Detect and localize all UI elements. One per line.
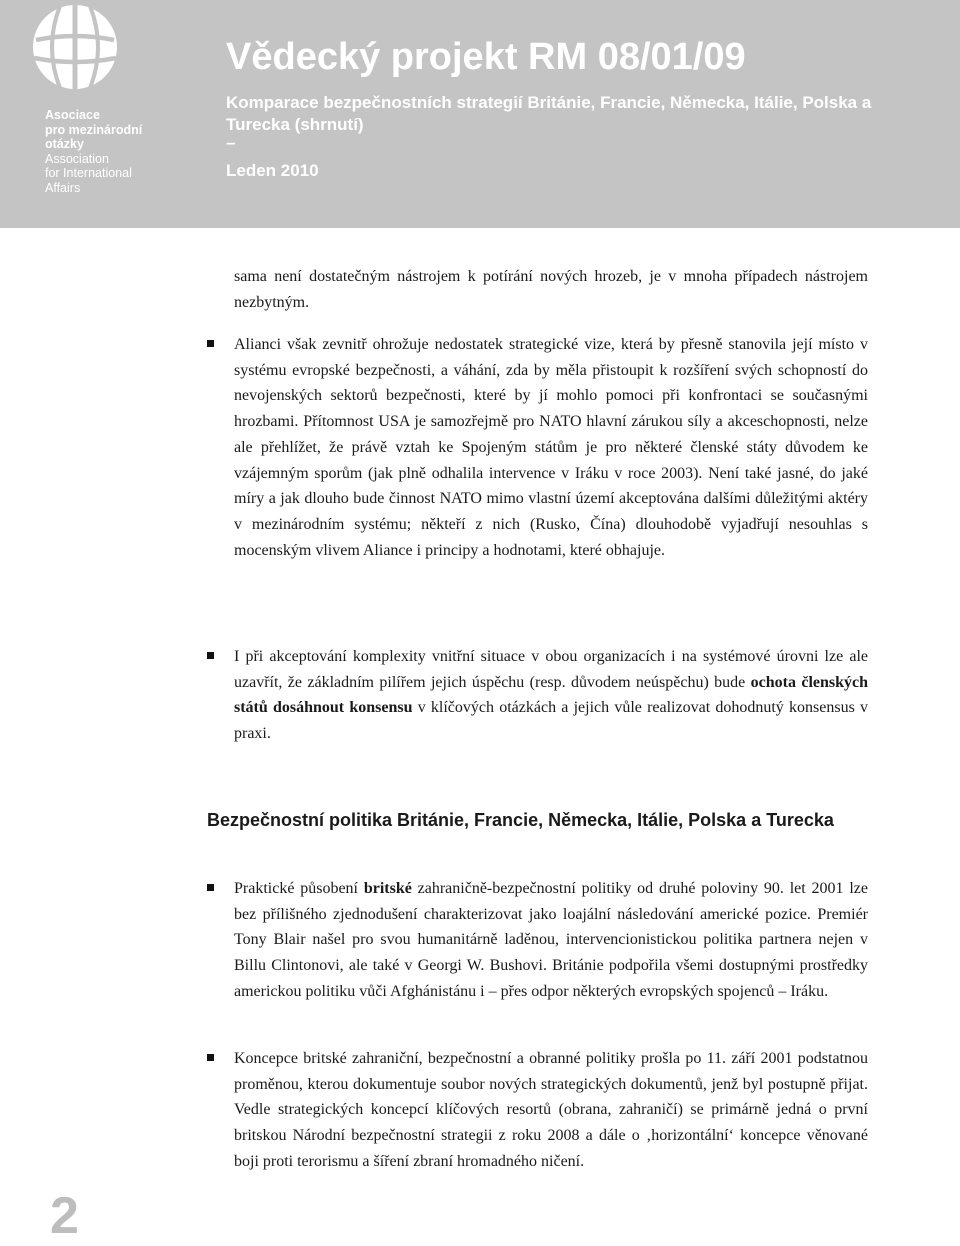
text-run: I při akceptování komplexity vnitřní situace v obou organizacích i na systémové úrovni lze ale uzavřít, že základním pilířem jejich úspěchu (resp. důvodem neúspěchu) bude — [234, 648, 868, 691]
bullet-icon — [207, 1054, 214, 1061]
publication-date: Leden 2010 — [226, 161, 319, 180]
paragraph-britain — [234, 876, 868, 1005]
emphasis-text: ochota členských států dosáhnout konsensu — [234, 673, 869, 717]
paragraph-strategy: Koncepce britské zahraniční, bezpečnostní a obranné politiky prošla po 11. září 2001 podstatnou proměnou, kterou dokumentuje soubor nových strategických dokumentů, jenž byl postupně přijat. Vedle strategických koncepcí klíčových resortů (obrana, zahraničí) se primárně jedná o první britskou Národní bezpečnostní strategii z roku 2008 a dále o ‚horizontální‘ koncepce věnované boji proti terorismu a šíření zbraní hromadného ničení. — [234, 1050, 868, 1170]
paragraph-continuation: sama není dostatečným nástrojem k potírání nových hrozeb, je v mnoha případech nástrojem nezbytným. — [234, 268, 868, 311]
section-heading: Bezpečnostní politika Británie, Francie, Německa, Itálie, Polska a Turecka — [207, 810, 834, 830]
org-line: Asociace — [45, 108, 100, 122]
org-line: pro mezinárodní — [45, 122, 143, 137]
org-line: otázky — [45, 137, 84, 151]
org-line: Affairs — [45, 180, 81, 195]
project-subtitle: Komparace bezpečnostních strategií Británie, Francie, Německa, Itálie, Polska a Turecka (shrnutí) — [226, 93, 872, 134]
org-line: for International — [45, 166, 132, 180]
project-title: Vědecký projekt RM 08/01/09 — [226, 36, 746, 78]
emphasis-text: britské — [363, 880, 412, 897]
text-run: Praktické působení — [234, 880, 364, 897]
org-line: Association — [45, 151, 109, 166]
page-number: 2 — [50, 1187, 79, 1245]
organization-name — [45, 108, 195, 195]
globe-logo-icon — [30, 2, 120, 92]
paragraph-conclusion — [234, 644, 868, 747]
paragraph-nato: Alianci však zevnitř ohrožuje nedostatek strategické vize, která by přesně stanovila její místo v systému evropské bezpečnosti, a váhání, zda by měla přistoupit k rozšíření svých schopností do nevojenských sektorů bezpečnosti, které by jí mohlo pomoci při konfrontaci se současnými hrozbami. Přítomnost USA je samozřejmě pro NATO hlavní zárukou síly a akceschopnosti, nelze ale přehlížet, že právě vztah ke Spojeným státům je pro některé členské státy důvodem ke vzájemným sporům (jak plně odhalila intervence v Iráku v roce 2003). Není také jasné, do jaké míry a jak dlouho bude činnost NATO mimo vlastní území akceptována dalšími důležitými aktéry v mezinárodním systému; někteří z nich (Rusko, Čína) dlouhodobě vyjadřují nesouhlas s mocenským vlivem Aliance i principy a hodnotami, které obhajuje. — [234, 336, 868, 559]
header-dash: – — [226, 133, 236, 152]
bullet-icon — [207, 884, 214, 891]
bullet-icon — [207, 652, 214, 659]
page-header — [0, 0, 960, 228]
text-run: v klíčových otázkách a jejich vůle realizovat dohodnutý konsensus v praxi. — [234, 699, 868, 743]
bullet-icon — [207, 340, 214, 347]
text-run: zahraničně-bezpečnostní politiky od druhé poloviny 90. let 2001 lze bez přílišného zjednodušení charakterizovat jako loajální následování americké pozice. Premiér Tony Blair našel pro svou humanitárně laděnou, intervencionistickou politika partnera nejen v Billu Clintonovi, ale také v Georgi W. Bushovi. Británie podpořila všemi dostupnými prostředky americkou politiku vůči Afghánistánu i – přes odpor některých evropských spojenců – Iráku. — [234, 880, 869, 1000]
